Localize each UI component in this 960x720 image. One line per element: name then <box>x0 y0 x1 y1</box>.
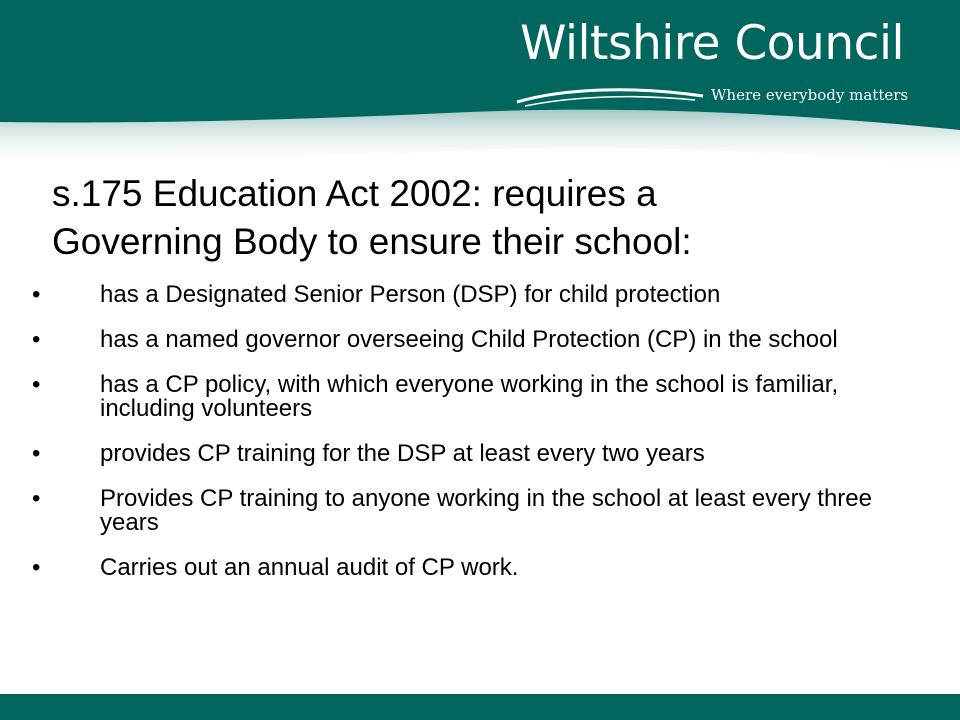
header-banner <box>0 0 960 175</box>
bullet-dot-icon: • <box>32 371 41 398</box>
bullet-item-named-governor <box>32 328 912 352</box>
logo-tagline: Where everybody matters <box>711 86 909 104</box>
bullet-dot-icon: • <box>32 440 41 467</box>
bullet-text: has a Designated Senior Person (DSP) for child protection <box>100 281 721 308</box>
logo-wordmark: Wiltshire Council <box>520 16 905 71</box>
bullet-dot-icon: • <box>32 485 41 512</box>
slide-title <box>52 170 912 266</box>
bullet-dot-icon: • <box>32 326 41 353</box>
bullet-text: provides CP training for the DSP at least every two years <box>100 440 705 467</box>
slide-title-line-1: s.175 Education Act 2002: requires a <box>52 173 657 214</box>
bullet-text: Provides CP training to anyone working in the school at least every three years <box>100 485 872 536</box>
logo-swoosh-icon <box>515 84 705 110</box>
footer-band <box>0 694 960 720</box>
bullet-text: has a named governor overseeing Child Protection (CP) in the school <box>100 326 838 353</box>
bullet-item-dsp <box>32 283 912 307</box>
bullet-text: Carries out an annual audit of CP work. <box>100 554 519 581</box>
bullet-item-annual-audit <box>32 556 912 580</box>
slide-title-line-2: Governing Body to ensure their school: <box>52 221 692 262</box>
bullet-item-cp-policy <box>32 373 912 421</box>
bullet-list <box>32 283 912 601</box>
bullet-text: has a CP policy, with which everyone working in the school is familiar, including volunteers <box>100 371 839 422</box>
bullet-item-dsp-training <box>32 442 912 466</box>
bullet-dot-icon: • <box>32 281 41 308</box>
bullet-dot-icon: • <box>32 554 41 581</box>
bullet-item-staff-training <box>32 487 912 535</box>
